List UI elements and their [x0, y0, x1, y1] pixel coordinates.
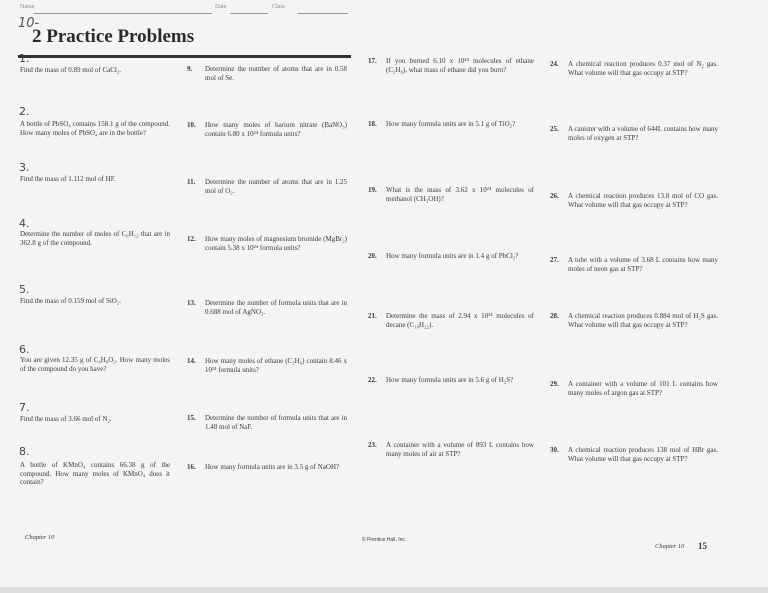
- question-20: 20. How many formula units are in 1.4 g of PbCl₂?: [368, 252, 519, 260]
- question-1: Find the mass of 0.89 mol of CaCl₂.: [20, 66, 122, 74]
- class-label: Class: [272, 4, 286, 10]
- handwritten-number: 1.: [19, 52, 30, 65]
- handwritten-number: 7.: [19, 401, 30, 414]
- question-22: 22. How many formula units are in 5.6 g of H₂S?: [368, 376, 514, 384]
- page-title: [32, 26, 194, 48]
- question-9: 9. Determine the number of atoms that are in 0.58 mol of Se.: [187, 65, 347, 82]
- question-12: 12. How many moles of magnesium bromide (MgBr₂) contain 5.38 x 10²⁴ formula units?: [187, 235, 347, 252]
- question-10: 10. How many moles of barium nitrate (BaNO₃) contain 6.80 x 10²⁴ formula units?: [187, 121, 347, 138]
- question-14: 14. How many moles of ethane (C₂H₆) contain 8.46 x 10²⁴ formula units?: [187, 357, 347, 374]
- question-19: 19. What is the mass of 3.62 x 10²⁴ molecules of methanol (CH₃OH)?: [368, 186, 534, 203]
- date-label: Date: [215, 4, 227, 10]
- section-number: 2: [32, 26, 42, 47]
- question-8: A bottle of KMnO₄ contains 66.38 g of the compound. How many moles of KMnO₄ does it contain?: [20, 461, 170, 486]
- title-text: Practice Problems: [46, 26, 195, 47]
- question-17: 17. If you burned 6.10 x 10²⁴ molecules of ethane (C₂H₆), what mass of ethane did you burn?: [368, 57, 534, 74]
- handwritten-number: 4.: [19, 217, 30, 230]
- question-16: 16. How many formula units are in 3.5 g of NaOH?: [187, 463, 340, 471]
- question-30: 30. A chemical reaction produces 138 mol of HBr gas. What volume will that gas occupy at STP?: [550, 446, 718, 463]
- question-18: 18. How many formula units are in 5.1 g of TiO₂?: [368, 120, 516, 128]
- title-rule: [18, 55, 351, 58]
- handwritten-number: 2.: [19, 105, 30, 118]
- question-23: 23. A container with a volume of 893 L contains how many moles of air at STP?: [368, 441, 534, 458]
- question-7: Find the mass of 3.66 mol of N₂.: [20, 415, 112, 423]
- question-25: 25. A canister with a volume of 644L contains how many moles of oxygen at STP?: [550, 125, 719, 142]
- question-5: Find the mass of 0.159 mol of SiO₂.: [20, 297, 122, 305]
- handwritten-number: 5.: [19, 283, 30, 296]
- handwritten-number: 3.: [19, 161, 30, 174]
- question-2: A bottle of PbSO₄ contains 158.1 g of the compound. How many moles of PbSO₄ are in the bottle?: [20, 120, 170, 137]
- question-29: 29. A container with a volume of 101 L contains how many moles of argon gas at STP?: [550, 380, 718, 397]
- question-11: 11. Determine the number of atoms that are in 1.25 mol of O₂.: [187, 178, 347, 195]
- handwritten-section-prefix: 10-: [18, 16, 40, 31]
- question-13: 13. Determine the number of formula units that are in 0.688 mol of AgNO₃.: [187, 299, 347, 316]
- question-24: 24. A chemical reaction produces 0.37 mol of N₂ gas. What volume will that gas occupy at STP?: [550, 60, 718, 77]
- scan-edge: [0, 587, 768, 593]
- question-4: Determine the number of moles of C₆H₁₂ that are in 362.8 g of the compound.: [20, 230, 170, 247]
- name-label: Name: [20, 4, 35, 10]
- footer-chapter-right: Chapter 10: [655, 543, 685, 550]
- question-27: 27. A tube with a volume of 3.68 L contains how many moles of neon gas at STP?: [550, 256, 718, 273]
- question-28: 28. A chemical reaction produces 0.884 mol of H₂S gas. What volume will that gas occupy at STP?: [550, 312, 718, 329]
- handwritten-number: 6.: [19, 343, 30, 356]
- footer-chapter-left: Chapter 10: [25, 534, 55, 541]
- footer-copyright: © Prentice Hall, Inc.: [362, 537, 407, 543]
- question-26: 26. A chemical reaction produces 13.8 mol of CO gas. What volume will that gas occupy at STP?: [550, 192, 718, 209]
- page-number: 15: [698, 541, 707, 551]
- question-21: 21. Determine the mass of 2.94 x 10²⁴ molecules of decane (C₁₀H₂₂).: [368, 312, 534, 329]
- question-3: Find the mass of 1.112 mol of HF.: [20, 175, 116, 183]
- handwritten-number: 8.: [19, 445, 30, 458]
- question-15: 15. Determine the number of formula units that are in 1.48 mol of NaF.: [187, 414, 347, 431]
- question-6: You are given 12.35 g of C₄H₈O₂. How many moles of the compound do you have?: [20, 356, 170, 373]
